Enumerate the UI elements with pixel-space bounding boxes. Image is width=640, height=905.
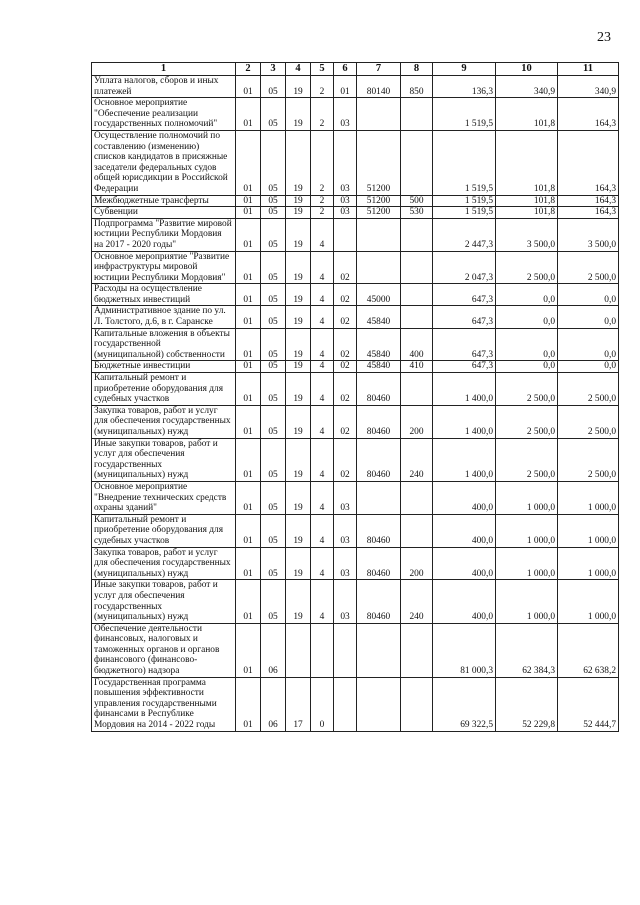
code-cell: 19 xyxy=(286,284,311,306)
row-name-cell: Иные закупки товаров, работ и услуг для обеспечения государственных (муниципальных) нужд xyxy=(92,438,236,481)
code-cell: 02 xyxy=(334,361,357,373)
code-cell: 45840 xyxy=(357,306,401,328)
code-cell: 19 xyxy=(286,547,311,580)
amount-cell: 0,0 xyxy=(558,361,619,373)
code-cell: 05 xyxy=(261,218,286,251)
amount-cell: 0,0 xyxy=(496,328,558,361)
column-header: 4 xyxy=(286,63,311,76)
amount-cell: 1 000,0 xyxy=(496,514,558,547)
row-name-cell: Субвенции xyxy=(92,207,236,219)
amount-cell: 101,8 xyxy=(496,98,558,131)
budget-table xyxy=(91,62,619,732)
row-name-cell: Основное мероприятие "Развитие инфраструктуры мировой юстиции Республики Мордовия" xyxy=(92,251,236,284)
code-cell: 2 xyxy=(311,76,334,98)
code-cell: 01 xyxy=(236,361,261,373)
code-cell: 4 xyxy=(311,373,334,406)
code-cell xyxy=(401,306,433,328)
row-name-cell: Подпрограмма "Развитие мировой юстиции Республики Мордовия на 2017 - 2020 годы" xyxy=(92,218,236,251)
code-cell: 2 xyxy=(311,195,334,207)
code-cell: 05 xyxy=(261,328,286,361)
code-cell xyxy=(357,481,401,514)
code-cell: 03 xyxy=(334,130,357,195)
code-cell xyxy=(334,218,357,251)
code-cell xyxy=(401,514,433,547)
code-cell: 05 xyxy=(261,514,286,547)
code-cell xyxy=(401,481,433,514)
row-name-cell: Бюджетные инвестиции xyxy=(92,361,236,373)
code-cell: 05 xyxy=(261,195,286,207)
amount-cell: 1 000,0 xyxy=(496,481,558,514)
amount-cell: 400,0 xyxy=(433,514,496,547)
amount-cell: 62 384,3 xyxy=(496,623,558,677)
amount-cell: 1 519,5 xyxy=(433,98,496,131)
code-cell: 19 xyxy=(286,361,311,373)
code-cell: 01 xyxy=(236,677,261,731)
code-cell: 06 xyxy=(261,677,286,731)
amount-cell: 1 400,0 xyxy=(433,373,496,406)
code-cell: 2 xyxy=(311,130,334,195)
amount-cell: 1 519,5 xyxy=(433,195,496,207)
code-cell: 01 xyxy=(236,623,261,677)
amount-cell: 0,0 xyxy=(496,361,558,373)
code-cell: 03 xyxy=(334,207,357,219)
column-header: 1 xyxy=(92,63,236,76)
amount-cell: 2 500,0 xyxy=(558,405,619,438)
code-cell: 01 xyxy=(236,547,261,580)
amount-cell: 1 519,5 xyxy=(433,130,496,195)
code-cell: 2 xyxy=(311,207,334,219)
code-cell: 200 xyxy=(401,547,433,580)
row-name-cell: Межбюджетные трансферты xyxy=(92,195,236,207)
table-body xyxy=(92,76,619,732)
code-cell: 51200 xyxy=(357,207,401,219)
code-cell: 19 xyxy=(286,130,311,195)
amount-cell: 0,0 xyxy=(558,328,619,361)
code-cell: 80460 xyxy=(357,580,401,623)
amount-cell: 164,3 xyxy=(558,195,619,207)
code-cell xyxy=(357,218,401,251)
amount-cell: 1 000,0 xyxy=(558,514,619,547)
code-cell: 4 xyxy=(311,251,334,284)
code-cell: 850 xyxy=(401,76,433,98)
amount-cell: 3 500,0 xyxy=(558,218,619,251)
table-row xyxy=(92,76,619,98)
amount-cell: 340,9 xyxy=(496,76,558,98)
code-cell: 03 xyxy=(334,98,357,131)
code-cell: 05 xyxy=(261,306,286,328)
code-cell: 400 xyxy=(401,328,433,361)
code-cell: 05 xyxy=(261,361,286,373)
code-cell xyxy=(401,284,433,306)
amount-cell: 164,3 xyxy=(558,207,619,219)
code-cell: 4 xyxy=(311,481,334,514)
code-cell: 05 xyxy=(261,207,286,219)
row-name-cell: Основное мероприятие "Внедрение технических средств охраны зданий" xyxy=(92,481,236,514)
row-name-cell: Закупка товаров, работ и услуг для обеспечения государственных (муниципальных) нужд xyxy=(92,405,236,438)
column-header: 6 xyxy=(334,63,357,76)
code-cell: 01 xyxy=(236,130,261,195)
amount-cell: 1 000,0 xyxy=(558,481,619,514)
amount-cell: 400,0 xyxy=(433,481,496,514)
column-header: 9 xyxy=(433,63,496,76)
code-cell: 19 xyxy=(286,306,311,328)
amount-cell: 1 000,0 xyxy=(558,547,619,580)
code-cell: 80460 xyxy=(357,438,401,481)
code-cell: 4 xyxy=(311,328,334,361)
code-cell: 05 xyxy=(261,405,286,438)
amount-cell: 0,0 xyxy=(496,284,558,306)
code-cell: 45840 xyxy=(357,328,401,361)
code-cell: 03 xyxy=(334,514,357,547)
code-cell: 01 xyxy=(236,373,261,406)
code-cell: 02 xyxy=(334,405,357,438)
amount-cell: 647,3 xyxy=(433,328,496,361)
code-cell: 05 xyxy=(261,76,286,98)
code-cell: 51200 xyxy=(357,130,401,195)
amount-cell: 1 000,0 xyxy=(496,547,558,580)
code-cell: 01 xyxy=(236,438,261,481)
column-header: 5 xyxy=(311,63,334,76)
amount-cell: 647,3 xyxy=(433,361,496,373)
amount-cell: 164,3 xyxy=(558,130,619,195)
row-name-cell: Иные закупки товаров, работ и услуг для обеспечения государственных (муниципальных) нужд xyxy=(92,580,236,623)
amount-cell: 2 500,0 xyxy=(496,251,558,284)
code-cell: 05 xyxy=(261,481,286,514)
code-cell: 4 xyxy=(311,514,334,547)
column-header: 7 xyxy=(357,63,401,76)
row-name-cell: Осуществление полномочий по составлению (изменению) списков кандидатов в присяжные заседатели федеральных судов общей юрисдикции в Российской Федерации xyxy=(92,130,236,195)
code-cell: 4 xyxy=(311,580,334,623)
code-cell: 01 xyxy=(236,195,261,207)
row-name-cell: Основное мероприятие "Обеспечение реализации государственных полномочий" xyxy=(92,98,236,131)
code-cell: 19 xyxy=(286,438,311,481)
code-cell: 19 xyxy=(286,218,311,251)
code-cell: 45000 xyxy=(357,284,401,306)
row-name-cell: Капитальные вложения в объекты государственной (муниципальной) собственности xyxy=(92,328,236,361)
table-row xyxy=(92,284,619,306)
amount-cell: 400,0 xyxy=(433,547,496,580)
code-cell xyxy=(401,130,433,195)
code-cell: 19 xyxy=(286,251,311,284)
amount-cell: 400,0 xyxy=(433,580,496,623)
code-cell: 01 xyxy=(236,328,261,361)
amount-cell: 62 638,2 xyxy=(558,623,619,677)
table-row xyxy=(92,438,619,481)
amount-cell: 647,3 xyxy=(433,306,496,328)
code-cell: 01 xyxy=(236,218,261,251)
code-cell: 02 xyxy=(334,438,357,481)
code-cell xyxy=(401,251,433,284)
code-cell: 01 xyxy=(236,306,261,328)
code-cell: 01 xyxy=(236,76,261,98)
code-cell: 410 xyxy=(401,361,433,373)
amount-cell: 69 322,5 xyxy=(433,677,496,731)
table-row xyxy=(92,361,619,373)
code-cell: 01 xyxy=(334,76,357,98)
row-name-cell: Капитальный ремонт и приобретение оборудования для судебных участков xyxy=(92,514,236,547)
code-cell: 19 xyxy=(286,580,311,623)
table-row xyxy=(92,207,619,219)
code-cell xyxy=(357,251,401,284)
code-cell xyxy=(401,98,433,131)
amount-cell: 81 000,3 xyxy=(433,623,496,677)
row-name-cell: Капитальный ремонт и приобретение оборудования для судебных участков xyxy=(92,373,236,406)
code-cell xyxy=(334,623,357,677)
code-cell: 19 xyxy=(286,76,311,98)
code-cell xyxy=(311,623,334,677)
amount-cell: 136,3 xyxy=(433,76,496,98)
amount-cell: 0,0 xyxy=(558,284,619,306)
row-name-cell: Закупка товаров, работ и услуг для обеспечения государственных (муниципальных) нужд xyxy=(92,547,236,580)
code-cell: 01 xyxy=(236,514,261,547)
code-cell: 530 xyxy=(401,207,433,219)
code-cell: 05 xyxy=(261,130,286,195)
column-header: 3 xyxy=(261,63,286,76)
column-header: 10 xyxy=(496,63,558,76)
code-cell xyxy=(401,623,433,677)
code-cell: 03 xyxy=(334,195,357,207)
amount-cell: 101,8 xyxy=(496,130,558,195)
code-cell: 2 xyxy=(311,98,334,131)
code-cell xyxy=(357,677,401,731)
amount-cell: 2 500,0 xyxy=(558,373,619,406)
amount-cell: 340,9 xyxy=(558,76,619,98)
code-cell: 01 xyxy=(236,207,261,219)
table-row xyxy=(92,373,619,406)
amount-cell: 52 444,7 xyxy=(558,677,619,731)
amount-cell: 1 000,0 xyxy=(496,580,558,623)
table-row xyxy=(92,251,619,284)
column-header: 11 xyxy=(558,63,619,76)
amount-cell: 1 400,0 xyxy=(433,438,496,481)
code-cell: 05 xyxy=(261,547,286,580)
code-cell: 500 xyxy=(401,195,433,207)
amount-cell: 1 519,5 xyxy=(433,207,496,219)
row-name-cell: Расходы на осуществление бюджетных инвестиций xyxy=(92,284,236,306)
code-cell: 19 xyxy=(286,195,311,207)
amount-cell: 0,0 xyxy=(496,306,558,328)
column-header: 2 xyxy=(236,63,261,76)
table-row xyxy=(92,98,619,131)
amount-cell: 0,0 xyxy=(558,306,619,328)
code-cell: 01 xyxy=(236,251,261,284)
code-cell: 19 xyxy=(286,207,311,219)
row-name-cell: Уплата налогов, сборов и иных платежей xyxy=(92,76,236,98)
code-cell: 06 xyxy=(261,623,286,677)
table-row xyxy=(92,677,619,731)
code-cell: 80140 xyxy=(357,76,401,98)
code-cell xyxy=(401,218,433,251)
code-cell: 80460 xyxy=(357,373,401,406)
table-row xyxy=(92,218,619,251)
amount-cell: 2 500,0 xyxy=(496,373,558,406)
table-row xyxy=(92,328,619,361)
code-cell: 19 xyxy=(286,514,311,547)
code-cell: 19 xyxy=(286,405,311,438)
column-header: 8 xyxy=(401,63,433,76)
row-name-cell: Государственная программа повышения эффективности управления государственными финансами в Республике Мордовия на 2014 - 2022 годы xyxy=(92,677,236,731)
amount-cell: 101,8 xyxy=(496,207,558,219)
amount-cell: 2 047,3 xyxy=(433,251,496,284)
code-cell: 03 xyxy=(334,481,357,514)
code-cell xyxy=(401,373,433,406)
amount-cell: 164,3 xyxy=(558,98,619,131)
code-cell: 02 xyxy=(334,306,357,328)
code-cell: 01 xyxy=(236,284,261,306)
code-cell: 19 xyxy=(286,373,311,406)
table-row xyxy=(92,405,619,438)
code-cell: 19 xyxy=(286,481,311,514)
code-cell xyxy=(357,98,401,131)
amount-cell: 2 500,0 xyxy=(558,438,619,481)
amount-cell: 3 500,0 xyxy=(496,218,558,251)
column-header-row xyxy=(92,63,619,76)
code-cell xyxy=(286,623,311,677)
amount-cell: 2 447,3 xyxy=(433,218,496,251)
code-cell: 05 xyxy=(261,98,286,131)
code-cell: 4 xyxy=(311,218,334,251)
table-row xyxy=(92,580,619,623)
code-cell: 200 xyxy=(401,405,433,438)
code-cell: 19 xyxy=(286,328,311,361)
code-cell: 0 xyxy=(311,677,334,731)
code-cell: 51200 xyxy=(357,195,401,207)
code-cell: 01 xyxy=(236,98,261,131)
code-cell: 4 xyxy=(311,405,334,438)
code-cell: 4 xyxy=(311,547,334,580)
table-row xyxy=(92,306,619,328)
code-cell: 80460 xyxy=(357,405,401,438)
amount-cell: 1 000,0 xyxy=(558,580,619,623)
code-cell xyxy=(334,677,357,731)
table-row xyxy=(92,195,619,207)
code-cell: 05 xyxy=(261,284,286,306)
code-cell: 4 xyxy=(311,306,334,328)
table-row xyxy=(92,623,619,677)
code-cell: 02 xyxy=(334,373,357,406)
code-cell: 80460 xyxy=(357,547,401,580)
code-cell: 02 xyxy=(334,251,357,284)
table-row xyxy=(92,514,619,547)
amount-cell: 647,3 xyxy=(433,284,496,306)
code-cell: 80460 xyxy=(357,514,401,547)
amount-cell: 1 400,0 xyxy=(433,405,496,438)
code-cell: 05 xyxy=(261,438,286,481)
code-cell: 02 xyxy=(334,328,357,361)
row-name-cell: Административное здание по ул. Л. Толстого, д.6, в г. Саранске xyxy=(92,306,236,328)
page-number: 23 xyxy=(597,30,611,45)
code-cell: 19 xyxy=(286,98,311,131)
amount-cell: 52 229,8 xyxy=(496,677,558,731)
table-row xyxy=(92,130,619,195)
amount-cell: 2 500,0 xyxy=(496,438,558,481)
code-cell: 01 xyxy=(236,405,261,438)
amount-cell: 101,8 xyxy=(496,195,558,207)
code-cell: 240 xyxy=(401,580,433,623)
code-cell: 01 xyxy=(236,580,261,623)
code-cell: 4 xyxy=(311,438,334,481)
code-cell: 45840 xyxy=(357,361,401,373)
code-cell: 05 xyxy=(261,580,286,623)
code-cell: 03 xyxy=(334,547,357,580)
amount-cell: 2 500,0 xyxy=(558,251,619,284)
code-cell: 03 xyxy=(334,580,357,623)
row-name-cell: Обеспечение деятельности финансовых, налоговых и таможенных органов и органов финансового (финансово-бюджетного) надзора xyxy=(92,623,236,677)
code-cell: 240 xyxy=(401,438,433,481)
code-cell: 4 xyxy=(311,284,334,306)
amount-cell: 2 500,0 xyxy=(496,405,558,438)
code-cell: 05 xyxy=(261,373,286,406)
table-row xyxy=(92,547,619,580)
code-cell: 4 xyxy=(311,361,334,373)
code-cell: 17 xyxy=(286,677,311,731)
code-cell: 05 xyxy=(261,251,286,284)
code-cell: 02 xyxy=(334,284,357,306)
code-cell: 01 xyxy=(236,481,261,514)
code-cell xyxy=(357,623,401,677)
code-cell xyxy=(401,677,433,731)
table-row xyxy=(92,481,619,514)
